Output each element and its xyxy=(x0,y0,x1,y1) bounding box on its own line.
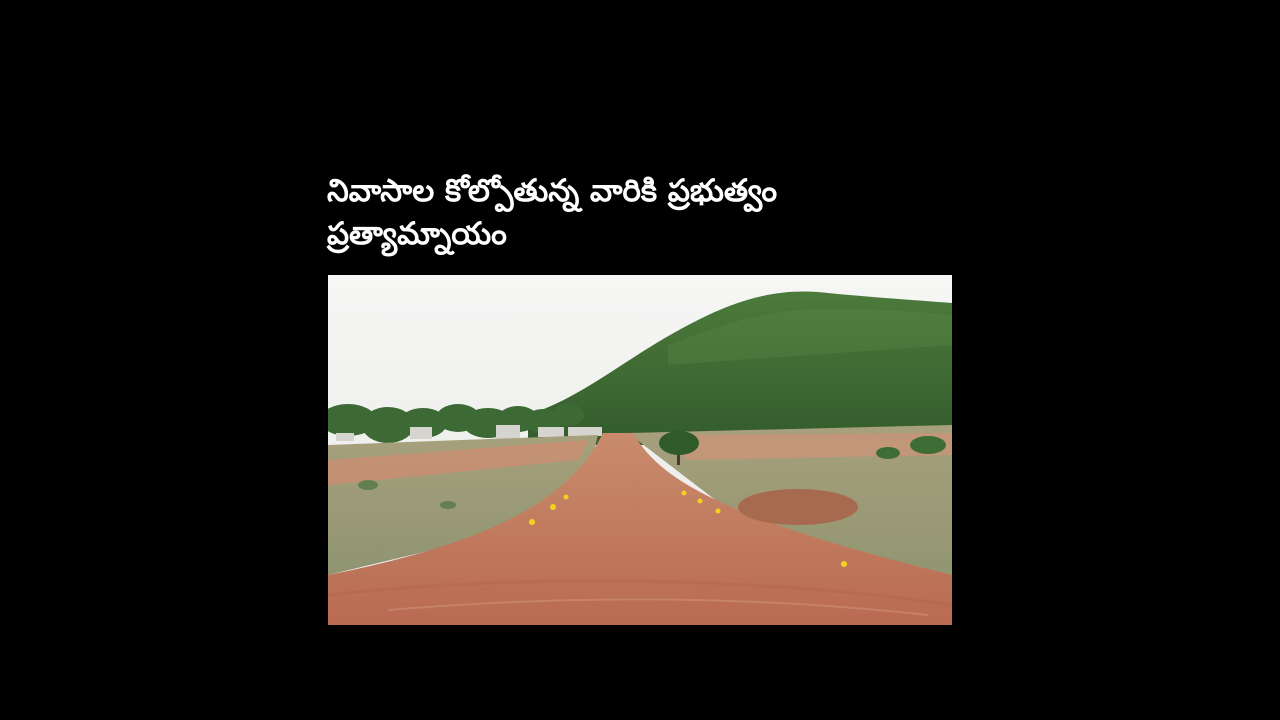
dirt-mound xyxy=(738,489,858,525)
article-photo xyxy=(328,275,952,625)
land-plot-illustration xyxy=(328,275,952,625)
article-headline: నివాసాల కోల్పోతున్న వారికి ప్రభుత్వం ప్రత్యామ్నాయం xyxy=(327,173,778,252)
